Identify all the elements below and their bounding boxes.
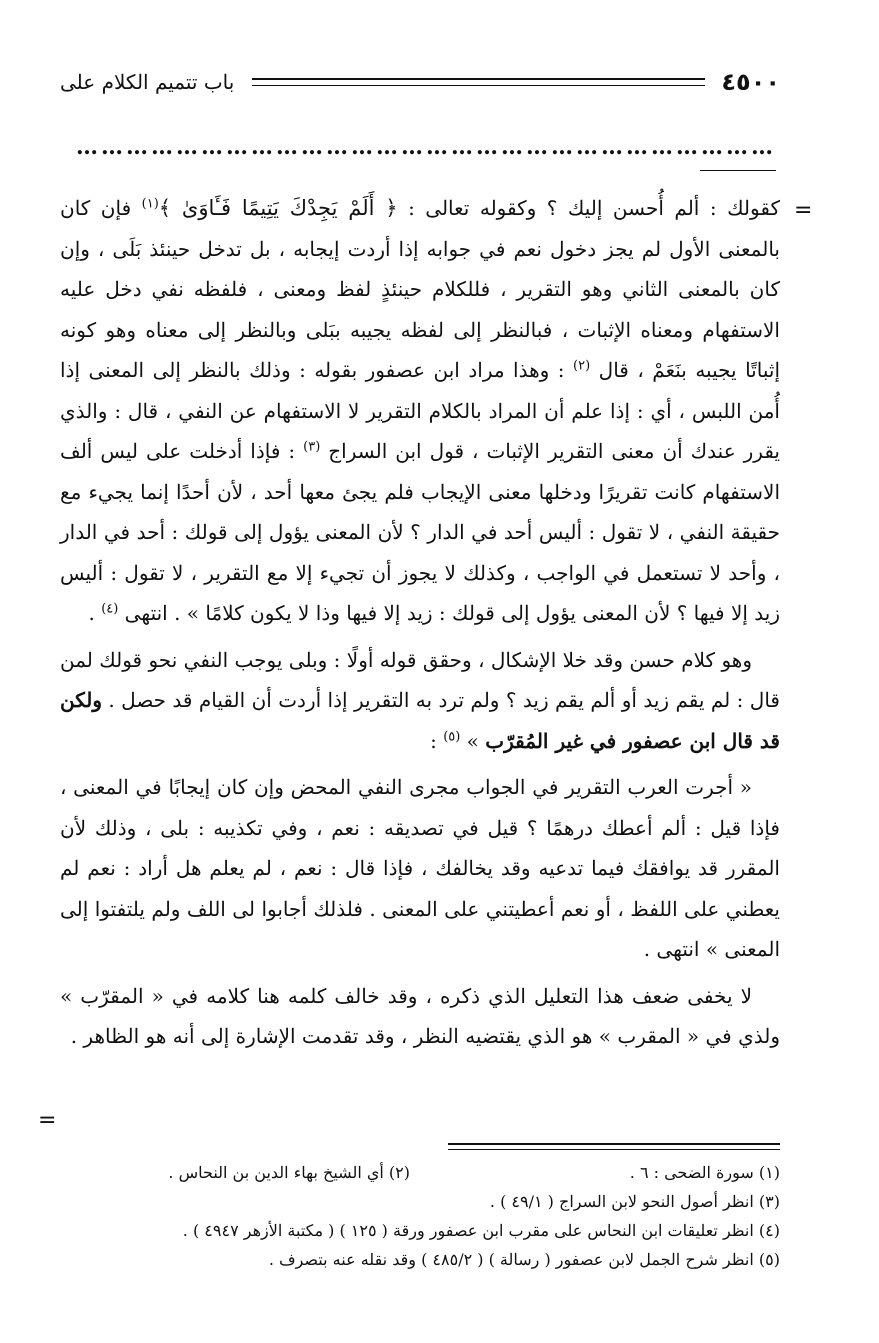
text-run: كقولك : ألم أُحسن إليك ؟ وكقوله تعالى : [397, 196, 780, 220]
paragraph-4: لا يخفى ضعف هذا التعليل الذي ذكره ، وقد خالف كلمه هنا كلامه في « المقرّب » ولذي في « المقرب » هو الذي يقتضيه النظر ، وقد تقدمت الإشارة إلى أنه هو الظاهر . [60, 983, 780, 1048]
footnote-ref-1[interactable]: (١) [141, 196, 159, 212]
header-double-rule [252, 78, 705, 86]
text-run: : وهذا مراد ابن عصفور بقوله : وذلك بالنظر إلى المعنى إذا أُمن اللبس ، أي : إذا علم أن المراد بالكلام التقرير لا الاستفهام عن النفي ، قال : والذي يقرر عندك أن معنى التقرير الإثبات ، قول ابن السراج [60, 358, 781, 463]
page-header [60, 62, 780, 102]
footnotes [40, 1158, 780, 1274]
bold-text: ولكن قد قال ابن عصفور في غير المُقرّب [60, 688, 780, 753]
main-text [60, 188, 780, 1063]
footnote-1: (١) سورة الضحى : ٦ . [629, 1163, 780, 1182]
quran-verse: ﴿ أَلَمْ يَجِدْكَ يَتِيمًا فَـَٔاوَىٰ ﴾ [158, 196, 398, 220]
continuation-mark-bottom: = [38, 1108, 57, 1133]
footnote-5: (٥) انظر شرح الجمل لابن عصفور ( رسالة ) ( ٤٨٥/٢ ) وقد نقله عنه بتصرف . [268, 1250, 780, 1269]
continuation-mark-top: = [794, 198, 813, 223]
footnote-4: (٤) انظر تعليقات ابن النحاس على مقرب ابن عصفور ورقة ( ١٢٥ ) ( مكتبة الأزهر ٤٩٤٧ ) . [182, 1221, 780, 1240]
paragraph-3-quote: « أجرت العرب التقرير في الجواب مجرى النفي المحض وإن كان إيجابًا في المعنى ، فإذا قيل : ألم أعطك درهمًا ؟ قيل في تصديقه : نعم ، وفي تكذيبه : بلى ، وذلك لأن المقرر قد يوافقك فيما تدعيه وقد يخالفك ، فإذا قال : نعم ، لم يعلم هل أراد : نعم لم يعطني على اللفظ ، أو نعم أعطيتني على المعنى . فلذلك أجابوا لى اللف ولم يلتفتوا إلى المعنى » انتهى . [60, 775, 780, 961]
footnote-ref-5[interactable]: (٥) [443, 728, 461, 744]
text-run: : فإذا أدخلت على ليس ألف الاستفهام كانت تقريرًا ودخلها معنى الإيجاب فلم يجئ معها أحد ، لأن أحدًا إنما يجيء مع حقيقة النفي ، لا تقول : أليس أحد في الدار ؟ لأن المعنى يؤول إلى قولك : أحد في الدار ، وأحد لا تستعمل في الواجب ، وكذلك لا يجوز أن تجيء إلا مع التقرير ، لا تقول : أليس زيد إلا فيها ؟ لأن المعنى يؤول إلى قولك : زيد إلا فيها وذا لا يكون كلامًا » . انتهى [60, 439, 781, 625]
short-rule [700, 170, 776, 171]
text-run: . [88, 601, 102, 625]
text-run: : [430, 728, 444, 753]
footnote-row [40, 1158, 780, 1187]
dotted-separator: ………………………………………………………………………… [76, 134, 776, 158]
page-number: ٤٥٠٠ [721, 68, 780, 96]
paragraph-1 [60, 188, 780, 634]
paragraph-2 [60, 640, 780, 762]
running-title: باب تتميم الكلام على [60, 70, 235, 94]
text-run: فإن كان بالمعنى الأول لم يجز دخول نعم في جوابه إذا أردت إيجابه ، بل تدخل حينئذ بَلَى ، وإن كان بالمعنى الثاني وهو التقرير ، فللكلام حينئذٍ لفظ ومعنى ، فلفظه نفي دخل عليه الاستفهام ومعناه الإثبات ، فبالنظر إلى لفظه يجيبه ببَلى وبالنظر إلى معناه وهو كونه إثباتًا يجيبه بنَعَمْ ، قال [60, 196, 780, 382]
footnote-ref-2[interactable]: (٢) [573, 358, 591, 374]
footnote-ref-4[interactable]: (٤) [101, 601, 119, 617]
footnote-2: (٢) أي الشيخ بهاء الدين بن النحاس . [168, 1163, 410, 1182]
footnote-3: (٣) انظر أصول النحو لابن السراج ( ٤٩/١ ) . [489, 1192, 780, 1211]
footnote-ref-3[interactable]: (٣) [303, 439, 321, 455]
text-run: وهو كلام حسن وقد خلا الإشكال ، وحقق قوله أولًا : وبلى يوجب النفي نحو قولك لمن قال : لم يقم زيد أو ألم يقم زيد ؟ ولم ترد به التقرير إذا أردت أن القيام قد حصل . [60, 647, 780, 712]
footnote-rule [448, 1143, 780, 1150]
text-run: » [460, 728, 486, 753]
